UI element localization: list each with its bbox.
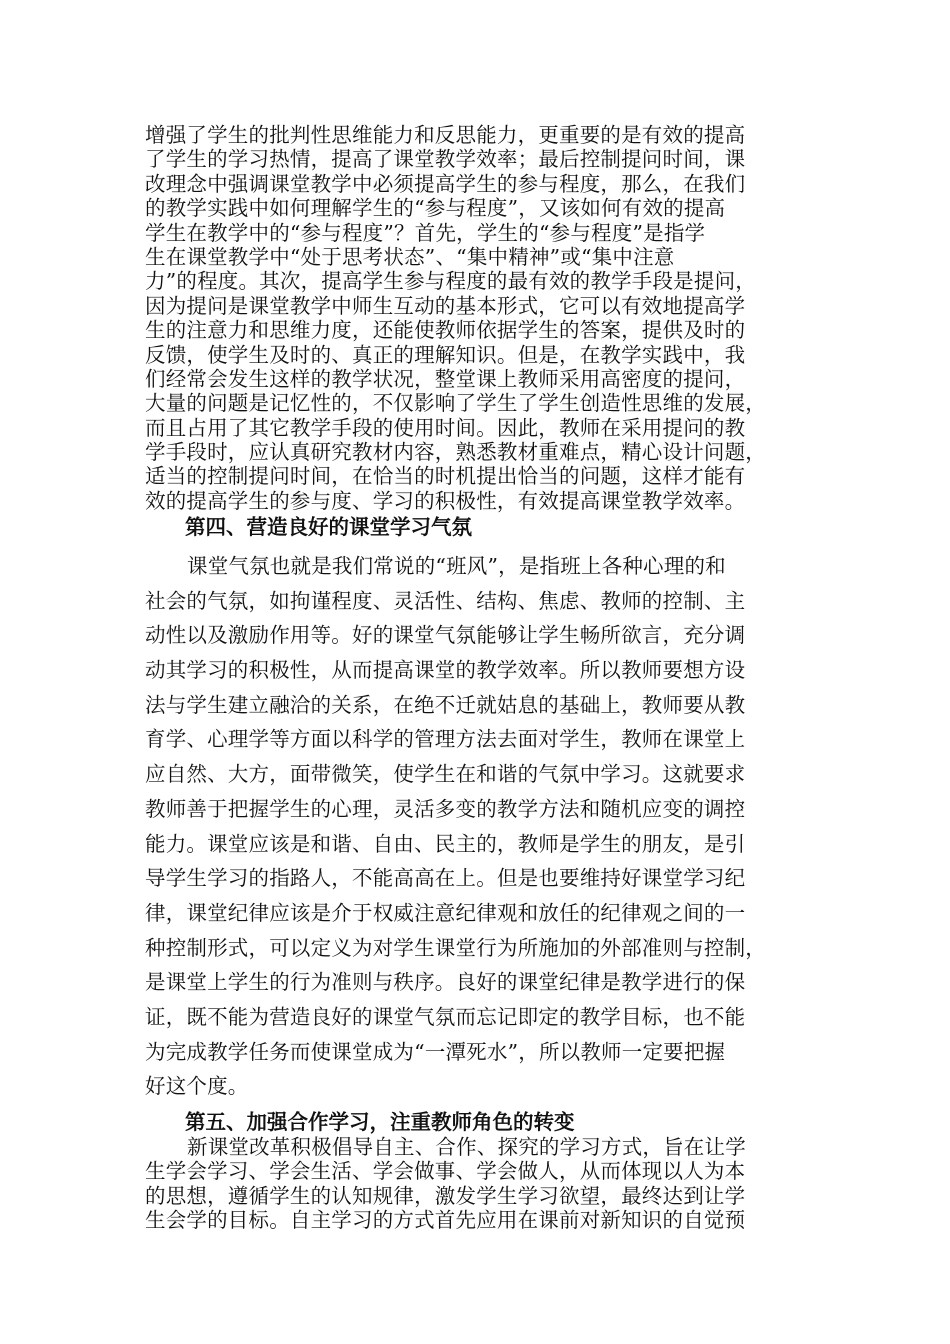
text-line: 适当的控制提问时间，在恰当的时机提出恰当的问题，这样才能有 [145, 464, 746, 489]
text-line: 学生在教学中的“参与程度”？首先，学生的“参与程度”是指学 [145, 220, 706, 245]
text-line: 力”的程度。其次，提高学生参与程度的最有效的教学手段是提问， [145, 269, 756, 294]
text-line: 导学生学习的指路人，不能高高在上。但是也要维持好课堂学习纪 [145, 866, 746, 891]
text-line: 新课堂改革积极倡导自主、合作、探究的学习方式，旨在让学 [187, 1135, 746, 1159]
text-line: 生的注意力和思维力度，还能使教师依据学生的答案，提供及时的 [145, 318, 746, 343]
section-heading-4: 第四、营造良好的课堂学习气氛 [185, 515, 472, 539]
text-line: 生学会学习、学会生活、学会做事、学会做人，从而体现以人为本 [145, 1159, 746, 1184]
text-line: 的思想，遵循学生的认知规律，激发学生学习欲望，最终达到让学 [145, 1183, 746, 1208]
text-line: 的教学实践中如何理解学生的“参与程度”，又该如何有效的提高 [145, 196, 726, 221]
text-line: 是课堂上学生的行为准则与秩序。良好的课堂纪律是教学进行的保 [145, 970, 746, 995]
text-line: 证，既不能为营造良好的课堂气氛而忘记即定的教学目标，也不能 [145, 1004, 746, 1029]
text-line: 课堂气氛也就是我们常说的“班风”，是指班上各种心理的和 [187, 554, 726, 578]
text-line: 反馈，使学生及时的、真正的理解知识。但是，在教学实践中，我 [145, 342, 746, 367]
text-line: 学手段时，应认真研究教材内容，熟悉教材重难点，精心设计问题， [145, 440, 766, 465]
paragraph-participation-questioning [145, 123, 805, 513]
text-line: 动其学习的积极性，从而提高课堂的教学效率。所以教师要想方设 [145, 658, 746, 683]
text-line: 增强了学生的批判性思维能力和反思能力，更重要的是有效的提高 [145, 123, 746, 147]
text-line: 效的提高学生的参与度、学习的积极性，有效提高课堂教学效率。 [145, 488, 746, 513]
text-line: 种控制形式，可以定义为对学生课堂行为所施加的外部准则与控制， [145, 935, 766, 960]
text-line: 了学生的学习热情，提高了课堂教学效率；最后控制提问时间，课 [145, 147, 746, 172]
text-line: 能力。课堂应该是和谐、自由、民主的，教师是学生的朋友，是引 [145, 831, 746, 856]
text-line: 教师善于把握学生的心理，灵活多变的教学方法和随机应变的调控 [145, 796, 746, 821]
text-line: 应自然、大方，面带微笑，使学生在和谐的气氛中学习。这就要求 [145, 762, 746, 787]
text-line: 们经常会发生这样的教学状况，整堂课上教师采用高密度的提问， [145, 366, 746, 391]
section-heading-5: 第五、加强合作学习，注重教师角色的转变 [185, 1110, 575, 1134]
text-line: 育学、心理学等方面以科学的管理方法去面对学生，教师在课堂上 [145, 727, 746, 752]
text-line: 动性以及激励作用等。好的课堂气氛能够让学生畅所欲言，充分调 [145, 623, 746, 648]
text-line: 社会的气氛，如拘谨程度、灵活性、结构、焦虑、教师的控制、主 [145, 588, 746, 613]
text-line: 因为提问是课堂教学中师生互动的基本形式，它可以有效地提高学 [145, 293, 746, 318]
text-line: 好这个度。 [145, 1074, 249, 1099]
text-line: 而且占用了其它教学手段的使用时间。因此，教师在采用提问的教 [145, 415, 746, 440]
text-line: 生会学的目标。自主学习的方式首先应用在课前对新知识的自觉预 [145, 1208, 746, 1233]
text-line: 法与学生建立融洽的关系，在绝不迁就姑息的基础上，教师要从教 [145, 692, 746, 717]
text-line: 大量的问题是记忆性的，不仅影响了学生了学生创造性思维的发展， [145, 391, 766, 416]
text-line: 律，课堂纪律应该是介于权威注意纪律观和放任的纪律观之间的一 [145, 900, 746, 925]
paragraph-classroom-atmosphere [145, 549, 805, 1104]
text-line: 改理念中强调课堂教学中必须提高学生的参与程度，那么，在我们 [145, 171, 746, 196]
text-line: 生在课堂教学中“处于思考状态”、“集中精神”或“集中注意 [145, 244, 675, 269]
paragraph-cooperative-learning [145, 1135, 805, 1233]
text-line: 为完成教学任务而使课堂成为“一潭死水”，所以教师一定要把握 [145, 1039, 726, 1064]
